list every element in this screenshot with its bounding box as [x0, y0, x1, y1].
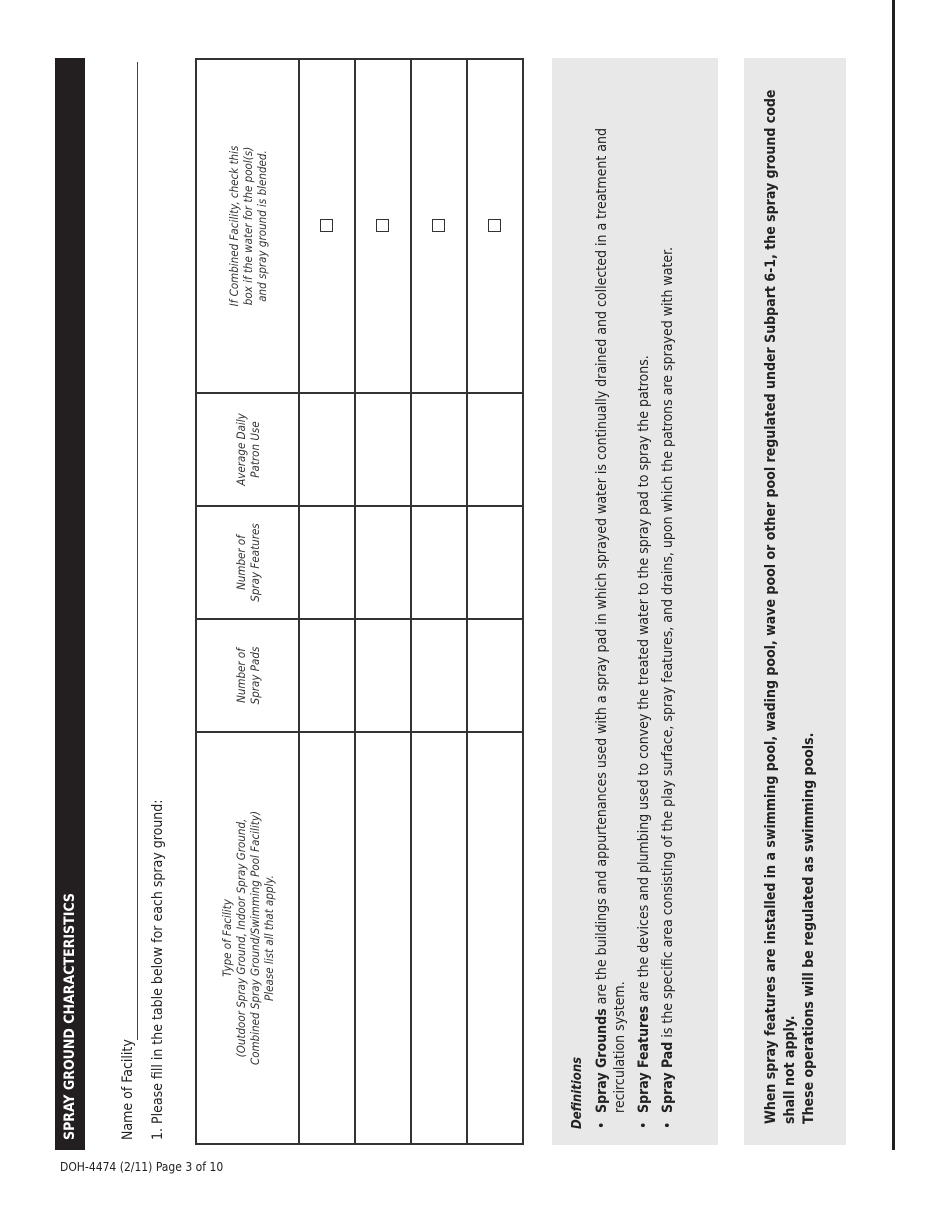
- blended-cell: [355, 59, 411, 393]
- spray-features-cell[interactable]: [411, 506, 467, 619]
- definition-item: [593, 78, 629, 1129]
- patron-use-cell[interactable]: [355, 393, 411, 506]
- spray-pads-cell[interactable]: [299, 619, 355, 732]
- definition-term: Spray Grounds: [594, 1008, 610, 1113]
- note-line-1: When spray features are installed in a swimming pool, wading pool, wave pool or other pool regulated under Subpart 6-1, the spray ground code shall not apply.: [763, 89, 798, 1124]
- section-title: SPRAY GROUND CHARACTERISTICS: [55, 58, 85, 1150]
- definition-item: [659, 78, 677, 1129]
- form-footer-id: DOH-4474 (2/11) Page 3 of 10: [60, 1160, 224, 1174]
- blended-checkbox[interactable]: [488, 220, 501, 233]
- spray-features-cell[interactable]: [467, 506, 523, 619]
- regulation-note: [744, 58, 846, 1145]
- spray-pads-cell[interactable]: [355, 619, 411, 732]
- spray-features-cell[interactable]: [299, 506, 355, 619]
- blended-checkbox[interactable]: [432, 220, 445, 233]
- table-instruction: 1. Please fill in the table below for each spray ground:: [150, 799, 166, 1140]
- definitions-box: [552, 58, 718, 1145]
- definition-term: Spray Features: [636, 1005, 652, 1113]
- blended-cell: [467, 59, 523, 393]
- table-row: [355, 59, 411, 1144]
- facility-type-cell[interactable]: [467, 732, 523, 1144]
- facility-name-field[interactable]: [120, 62, 140, 1140]
- header-combined-facility: If Combined Facility, check this box if the water for the pool(s) and spray ground is blended.: [196, 59, 299, 393]
- definitions-title: Definitions: [570, 1056, 585, 1129]
- table-row: [299, 59, 355, 1144]
- footer-divider: [892, 0, 895, 1150]
- definition-text: is the specific area consisting of the play surface, spray features, and drains, upon which the patrons are sprayed with water.: [660, 246, 676, 1042]
- definitions-list: [593, 78, 677, 1129]
- definition-item: [635, 78, 653, 1129]
- spray-features-cell[interactable]: [355, 506, 411, 619]
- header-spray-features: Number of Spray Features: [196, 506, 299, 619]
- header-patron-use: Average Daily Patron Use: [196, 393, 299, 506]
- facility-type-cell[interactable]: [411, 732, 467, 1144]
- blended-cell: [299, 59, 355, 393]
- header-spray-pads: Number of Spray Pads: [196, 619, 299, 732]
- spray-pads-cell[interactable]: [467, 619, 523, 732]
- definition-term: Spray Pad: [660, 1041, 676, 1113]
- facility-type-cell[interactable]: [355, 732, 411, 1144]
- facility-name-label: Name of Facility: [120, 1039, 136, 1140]
- spray-ground-table: [195, 58, 524, 1145]
- patron-use-cell[interactable]: [467, 393, 523, 506]
- note-line-2: These operations will be regulated as swimming pools.: [801, 732, 817, 1124]
- facility-type-cell[interactable]: [299, 732, 355, 1144]
- definition-text: are the devices and plumbing used to convey the treated water to the spray pad to spray the patrons.: [636, 355, 652, 1006]
- spray-pads-cell[interactable]: [411, 619, 467, 732]
- header-facility-type: Type of Facility (Outdoor Spray Ground, Indoor Spray Ground, Combined Spray Ground/Swimming Pool Facility) Please list all that apply.: [196, 732, 299, 1144]
- blended-checkbox[interactable]: [320, 220, 333, 233]
- definition-text: are the buildings and appurtenances used with a spray pad in which sprayed water is continually drained and collected in a treatment and recirculation system.: [594, 127, 628, 1113]
- blended-cell: [411, 59, 467, 393]
- blended-checkbox[interactable]: [376, 220, 389, 233]
- table-row: [411, 59, 467, 1144]
- table-row: [467, 59, 523, 1144]
- patron-use-cell[interactable]: [299, 393, 355, 506]
- facility-name-underline[interactable]: [137, 62, 138, 1040]
- table-header-row: [196, 59, 299, 1144]
- patron-use-cell[interactable]: [411, 393, 467, 506]
